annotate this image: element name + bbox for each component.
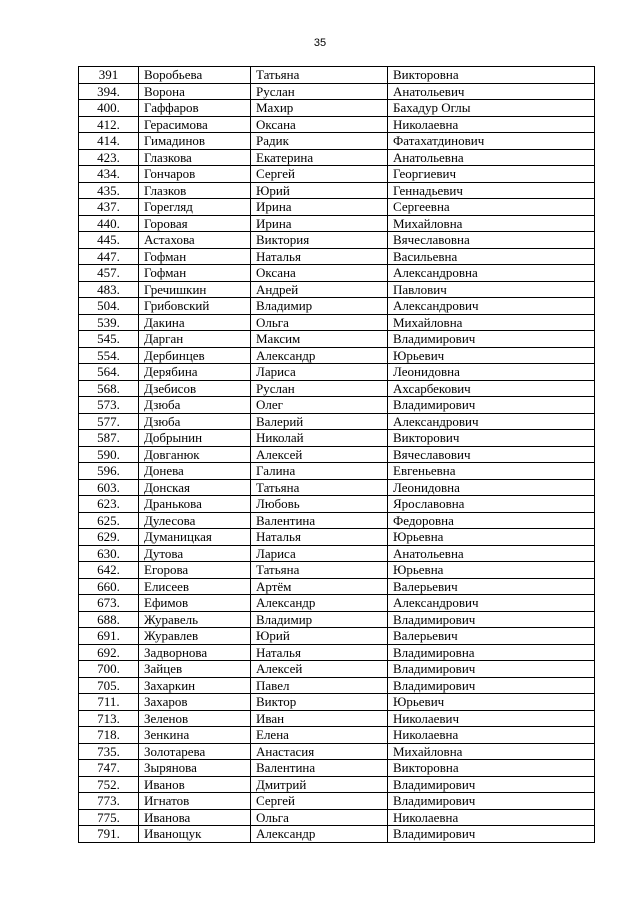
last-name-cell: Горегляд bbox=[139, 199, 251, 216]
row-number-cell: 394. bbox=[79, 83, 139, 100]
last-name-cell: Думаницкая bbox=[139, 529, 251, 546]
first-name-cell: Радик bbox=[251, 133, 388, 150]
first-name-cell: Олег bbox=[251, 397, 388, 414]
row-number-cell: 568. bbox=[79, 380, 139, 397]
row-number-cell: 504. bbox=[79, 298, 139, 315]
first-name-cell: Оксана bbox=[251, 116, 388, 133]
patronymic-cell: Владимирович bbox=[388, 611, 595, 628]
last-name-cell: Иванощук bbox=[139, 826, 251, 843]
last-name-cell: Зырянова bbox=[139, 760, 251, 777]
last-name-cell: Астахова bbox=[139, 232, 251, 249]
patronymic-cell: Анатольевна bbox=[388, 545, 595, 562]
patronymic-cell: Леонидовна bbox=[388, 479, 595, 496]
last-name-cell: Глазков bbox=[139, 182, 251, 199]
row-number-cell: 775. bbox=[79, 809, 139, 826]
patronymic-cell: Анатольевич bbox=[388, 83, 595, 100]
table-row bbox=[79, 611, 595, 628]
last-name-cell: Донева bbox=[139, 463, 251, 480]
row-number-cell: 414. bbox=[79, 133, 139, 150]
row-number-cell: 673. bbox=[79, 595, 139, 612]
first-name-cell: Юрий bbox=[251, 628, 388, 645]
table-row bbox=[79, 578, 595, 595]
first-name-cell: Александр bbox=[251, 595, 388, 612]
table-row bbox=[79, 479, 595, 496]
table-row bbox=[79, 331, 595, 348]
table-row bbox=[79, 644, 595, 661]
table-row bbox=[79, 529, 595, 546]
first-name-cell: Татьяна bbox=[251, 67, 388, 84]
table-row bbox=[79, 347, 595, 364]
last-name-cell: Золотарева bbox=[139, 743, 251, 760]
first-name-cell: Елена bbox=[251, 727, 388, 744]
last-name-cell: Иванов bbox=[139, 776, 251, 793]
row-number-cell: 483. bbox=[79, 281, 139, 298]
table-row bbox=[79, 661, 595, 678]
table-row bbox=[79, 710, 595, 727]
table-row bbox=[79, 265, 595, 282]
row-number-cell: 660. bbox=[79, 578, 139, 595]
first-name-cell: Анастасия bbox=[251, 743, 388, 760]
table-row bbox=[79, 380, 595, 397]
row-number-cell: 630. bbox=[79, 545, 139, 562]
last-name-cell: Журавель bbox=[139, 611, 251, 628]
patronymic-cell: Вячеславович bbox=[388, 446, 595, 463]
first-name-cell: Александр bbox=[251, 826, 388, 843]
patronymic-cell: Владимирович bbox=[388, 331, 595, 348]
first-name-cell: Наталья bbox=[251, 529, 388, 546]
patronymic-cell: Анатольевна bbox=[388, 149, 595, 166]
patronymic-cell: Юрьевич bbox=[388, 347, 595, 364]
last-name-cell: Задворнова bbox=[139, 644, 251, 661]
row-number-cell: 400. bbox=[79, 100, 139, 117]
table-row bbox=[79, 677, 595, 694]
first-name-cell: Алексей bbox=[251, 661, 388, 678]
patronymic-cell: Юрьевна bbox=[388, 562, 595, 579]
first-name-cell: Сергей bbox=[251, 793, 388, 810]
row-number-cell: 691. bbox=[79, 628, 139, 645]
row-number-cell: 577. bbox=[79, 413, 139, 430]
patronymic-cell: Юрьевна bbox=[388, 529, 595, 546]
patronymic-cell: Александрович bbox=[388, 298, 595, 315]
patronymic-cell: Валерьевич bbox=[388, 578, 595, 595]
table-row bbox=[79, 430, 595, 447]
row-number-cell: 423. bbox=[79, 149, 139, 166]
row-number-cell: 713. bbox=[79, 710, 139, 727]
patronymic-cell: Геннадьевич bbox=[388, 182, 595, 199]
row-number-cell: 457. bbox=[79, 265, 139, 282]
first-name-cell: Валентина bbox=[251, 512, 388, 529]
last-name-cell: Гончаров bbox=[139, 166, 251, 183]
row-number-cell: 434. bbox=[79, 166, 139, 183]
patronymic-cell: Леонидовна bbox=[388, 364, 595, 381]
patronymic-cell: Юрьевич bbox=[388, 694, 595, 711]
last-name-cell: Зеленов bbox=[139, 710, 251, 727]
first-name-cell: Иван bbox=[251, 710, 388, 727]
first-name-cell: Руслан bbox=[251, 83, 388, 100]
patronymic-cell: Владимирович bbox=[388, 793, 595, 810]
table-row bbox=[79, 364, 595, 381]
table-row bbox=[79, 512, 595, 529]
patronymic-cell: Николаевна bbox=[388, 809, 595, 826]
row-number-cell: 573. bbox=[79, 397, 139, 414]
last-name-cell: Гофман bbox=[139, 248, 251, 265]
first-name-cell: Виктория bbox=[251, 232, 388, 249]
patronymic-cell: Викторовна bbox=[388, 760, 595, 777]
table-row bbox=[79, 743, 595, 760]
first-name-cell: Махир bbox=[251, 100, 388, 117]
first-name-cell: Галина bbox=[251, 463, 388, 480]
first-name-cell: Татьяна bbox=[251, 479, 388, 496]
table-row bbox=[79, 562, 595, 579]
last-name-cell: Иванова bbox=[139, 809, 251, 826]
first-name-cell: Валентина bbox=[251, 760, 388, 777]
first-name-cell: Оксана bbox=[251, 265, 388, 282]
row-number-cell: 554. bbox=[79, 347, 139, 364]
first-name-cell: Екатерина bbox=[251, 149, 388, 166]
table-row bbox=[79, 281, 595, 298]
patronymic-cell: Александрович bbox=[388, 595, 595, 612]
row-number-cell: 447. bbox=[79, 248, 139, 265]
last-name-cell: Игнатов bbox=[139, 793, 251, 810]
row-number-cell: 564. bbox=[79, 364, 139, 381]
row-number-cell: 747. bbox=[79, 760, 139, 777]
last-name-cell: Егорова bbox=[139, 562, 251, 579]
last-name-cell: Донская bbox=[139, 479, 251, 496]
table-row bbox=[79, 545, 595, 562]
patronymic-cell: Евгеньевна bbox=[388, 463, 595, 480]
table-row bbox=[79, 298, 595, 315]
last-name-cell: Дранькова bbox=[139, 496, 251, 513]
last-name-cell: Захаров bbox=[139, 694, 251, 711]
row-number-cell: 629. bbox=[79, 529, 139, 546]
patronymic-cell: Владимирович bbox=[388, 397, 595, 414]
last-name-cell: Гречишкин bbox=[139, 281, 251, 298]
table-row bbox=[79, 149, 595, 166]
patronymic-cell: Владимирович bbox=[388, 826, 595, 843]
first-name-cell: Павел bbox=[251, 677, 388, 694]
first-name-cell: Дмитрий bbox=[251, 776, 388, 793]
first-name-cell: Валерий bbox=[251, 413, 388, 430]
patronymic-cell: Федоровна bbox=[388, 512, 595, 529]
last-name-cell: Ворона bbox=[139, 83, 251, 100]
first-name-cell: Николай bbox=[251, 430, 388, 447]
table-row bbox=[79, 793, 595, 810]
row-number-cell: 705. bbox=[79, 677, 139, 694]
last-name-cell: Добрынин bbox=[139, 430, 251, 447]
patronymic-cell: Васильевна bbox=[388, 248, 595, 265]
row-number-cell: 692. bbox=[79, 644, 139, 661]
page-number: 35 bbox=[313, 37, 327, 49]
row-number-cell: 412. bbox=[79, 116, 139, 133]
last-name-cell: Зайцев bbox=[139, 661, 251, 678]
patronymic-cell: Валерьевич bbox=[388, 628, 595, 645]
last-name-cell: Горовая bbox=[139, 215, 251, 232]
first-name-cell: Артём bbox=[251, 578, 388, 595]
last-name-cell: Ефимов bbox=[139, 595, 251, 612]
last-name-cell: Зенкина bbox=[139, 727, 251, 744]
table-row bbox=[79, 248, 595, 265]
patronymic-cell: Николаевна bbox=[388, 116, 595, 133]
row-number-cell: 391 bbox=[79, 67, 139, 84]
patronymic-cell: Михайловна bbox=[388, 215, 595, 232]
patronymic-cell: Владимирович bbox=[388, 776, 595, 793]
table-row bbox=[79, 215, 595, 232]
table-row bbox=[79, 694, 595, 711]
row-number-cell: 718. bbox=[79, 727, 139, 744]
first-name-cell: Виктор bbox=[251, 694, 388, 711]
table-row bbox=[79, 182, 595, 199]
last-name-cell: Дутова bbox=[139, 545, 251, 562]
patronymic-cell: Владимировна bbox=[388, 644, 595, 661]
table-row bbox=[79, 413, 595, 430]
row-number-cell: 590. bbox=[79, 446, 139, 463]
table-row bbox=[79, 397, 595, 414]
row-number-cell: 539. bbox=[79, 314, 139, 331]
last-name-cell: Дзюба bbox=[139, 413, 251, 430]
row-number-cell: 625. bbox=[79, 512, 139, 529]
patronymic-cell: Александрович bbox=[388, 413, 595, 430]
last-name-cell: Дзюба bbox=[139, 397, 251, 414]
last-name-cell: Гофман bbox=[139, 265, 251, 282]
row-number-cell: 688. bbox=[79, 611, 139, 628]
table-row bbox=[79, 809, 595, 826]
row-number-cell: 773. bbox=[79, 793, 139, 810]
last-name-cell: Глазкова bbox=[139, 149, 251, 166]
first-name-cell: Сергей bbox=[251, 166, 388, 183]
patronymic-cell: Бахадур Оглы bbox=[388, 100, 595, 117]
patronymic-cell: Михайловна bbox=[388, 743, 595, 760]
patronymic-cell: Павлович bbox=[388, 281, 595, 298]
patronymic-cell: Сергеевна bbox=[388, 199, 595, 216]
last-name-cell: Дулесова bbox=[139, 512, 251, 529]
row-number-cell: 791. bbox=[79, 826, 139, 843]
patronymic-cell: Александровна bbox=[388, 265, 595, 282]
row-number-cell: 445. bbox=[79, 232, 139, 249]
row-number-cell: 752. bbox=[79, 776, 139, 793]
table-row bbox=[79, 166, 595, 183]
last-name-cell: Дзебисов bbox=[139, 380, 251, 397]
row-number-cell: 603. bbox=[79, 479, 139, 496]
table-row bbox=[79, 133, 595, 150]
row-number-cell: 435. bbox=[79, 182, 139, 199]
last-name-cell: Воробьева bbox=[139, 67, 251, 84]
last-name-cell: Грибовский bbox=[139, 298, 251, 315]
table-row bbox=[79, 83, 595, 100]
row-number-cell: 587. bbox=[79, 430, 139, 447]
patronymic-cell: Владимирович bbox=[388, 661, 595, 678]
row-number-cell: 735. bbox=[79, 743, 139, 760]
last-name-cell: Дакина bbox=[139, 314, 251, 331]
patronymic-cell: Владимирович bbox=[388, 677, 595, 694]
first-name-cell: Ольга bbox=[251, 809, 388, 826]
patronymic-cell: Михайловна bbox=[388, 314, 595, 331]
row-number-cell: 711. bbox=[79, 694, 139, 711]
table-row bbox=[79, 100, 595, 117]
table-row bbox=[79, 628, 595, 645]
last-name-cell: Довганюк bbox=[139, 446, 251, 463]
patronymic-cell: Николаевна bbox=[388, 727, 595, 744]
last-name-cell: Дарган bbox=[139, 331, 251, 348]
patronymic-cell: Викторовна bbox=[388, 67, 595, 84]
last-name-cell: Гимадинов bbox=[139, 133, 251, 150]
table-row bbox=[79, 760, 595, 777]
patronymic-cell: Георгиевич bbox=[388, 166, 595, 183]
row-number-cell: 596. bbox=[79, 463, 139, 480]
table-row bbox=[79, 496, 595, 513]
row-number-cell: 437. bbox=[79, 199, 139, 216]
table-row bbox=[79, 232, 595, 249]
first-name-cell: Ирина bbox=[251, 199, 388, 216]
table-row bbox=[79, 826, 595, 843]
patronymic-cell: Вячеславовна bbox=[388, 232, 595, 249]
table-row bbox=[79, 116, 595, 133]
first-name-cell: Ирина bbox=[251, 215, 388, 232]
last-name-cell: Дерябина bbox=[139, 364, 251, 381]
first-name-cell: Руслан bbox=[251, 380, 388, 397]
last-name-cell: Захаркин bbox=[139, 677, 251, 694]
patronymic-cell: Викторович bbox=[388, 430, 595, 447]
roster-table bbox=[78, 66, 595, 843]
first-name-cell: Александр bbox=[251, 347, 388, 364]
row-number-cell: 623. bbox=[79, 496, 139, 513]
table-row bbox=[79, 595, 595, 612]
table-row bbox=[79, 446, 595, 463]
last-name-cell: Журавлев bbox=[139, 628, 251, 645]
roster-table-body bbox=[79, 67, 595, 843]
table-row bbox=[79, 314, 595, 331]
first-name-cell: Лариса bbox=[251, 545, 388, 562]
first-name-cell: Любовь bbox=[251, 496, 388, 513]
first-name-cell: Максим bbox=[251, 331, 388, 348]
last-name-cell: Гаффаров bbox=[139, 100, 251, 117]
first-name-cell: Алексей bbox=[251, 446, 388, 463]
patronymic-cell: Николаевич bbox=[388, 710, 595, 727]
first-name-cell: Лариса bbox=[251, 364, 388, 381]
patronymic-cell: Фатахатдинович bbox=[388, 133, 595, 150]
patronymic-cell: Ахсарбекович bbox=[388, 380, 595, 397]
first-name-cell: Владимир bbox=[251, 298, 388, 315]
first-name-cell: Ольга bbox=[251, 314, 388, 331]
table-row bbox=[79, 67, 595, 84]
first-name-cell: Татьяна bbox=[251, 562, 388, 579]
patronymic-cell: Ярославовна bbox=[388, 496, 595, 513]
first-name-cell: Владимир bbox=[251, 611, 388, 628]
table-row bbox=[79, 727, 595, 744]
table-row bbox=[79, 776, 595, 793]
last-name-cell: Герасимова bbox=[139, 116, 251, 133]
first-name-cell: Андрей bbox=[251, 281, 388, 298]
first-name-cell: Наталья bbox=[251, 248, 388, 265]
row-number-cell: 545. bbox=[79, 331, 139, 348]
last-name-cell: Елисеев bbox=[139, 578, 251, 595]
table-row bbox=[79, 199, 595, 216]
first-name-cell: Наталья bbox=[251, 644, 388, 661]
table-row bbox=[79, 463, 595, 480]
row-number-cell: 440. bbox=[79, 215, 139, 232]
row-number-cell: 700. bbox=[79, 661, 139, 678]
first-name-cell: Юрий bbox=[251, 182, 388, 199]
last-name-cell: Дербинцев bbox=[139, 347, 251, 364]
row-number-cell: 642. bbox=[79, 562, 139, 579]
